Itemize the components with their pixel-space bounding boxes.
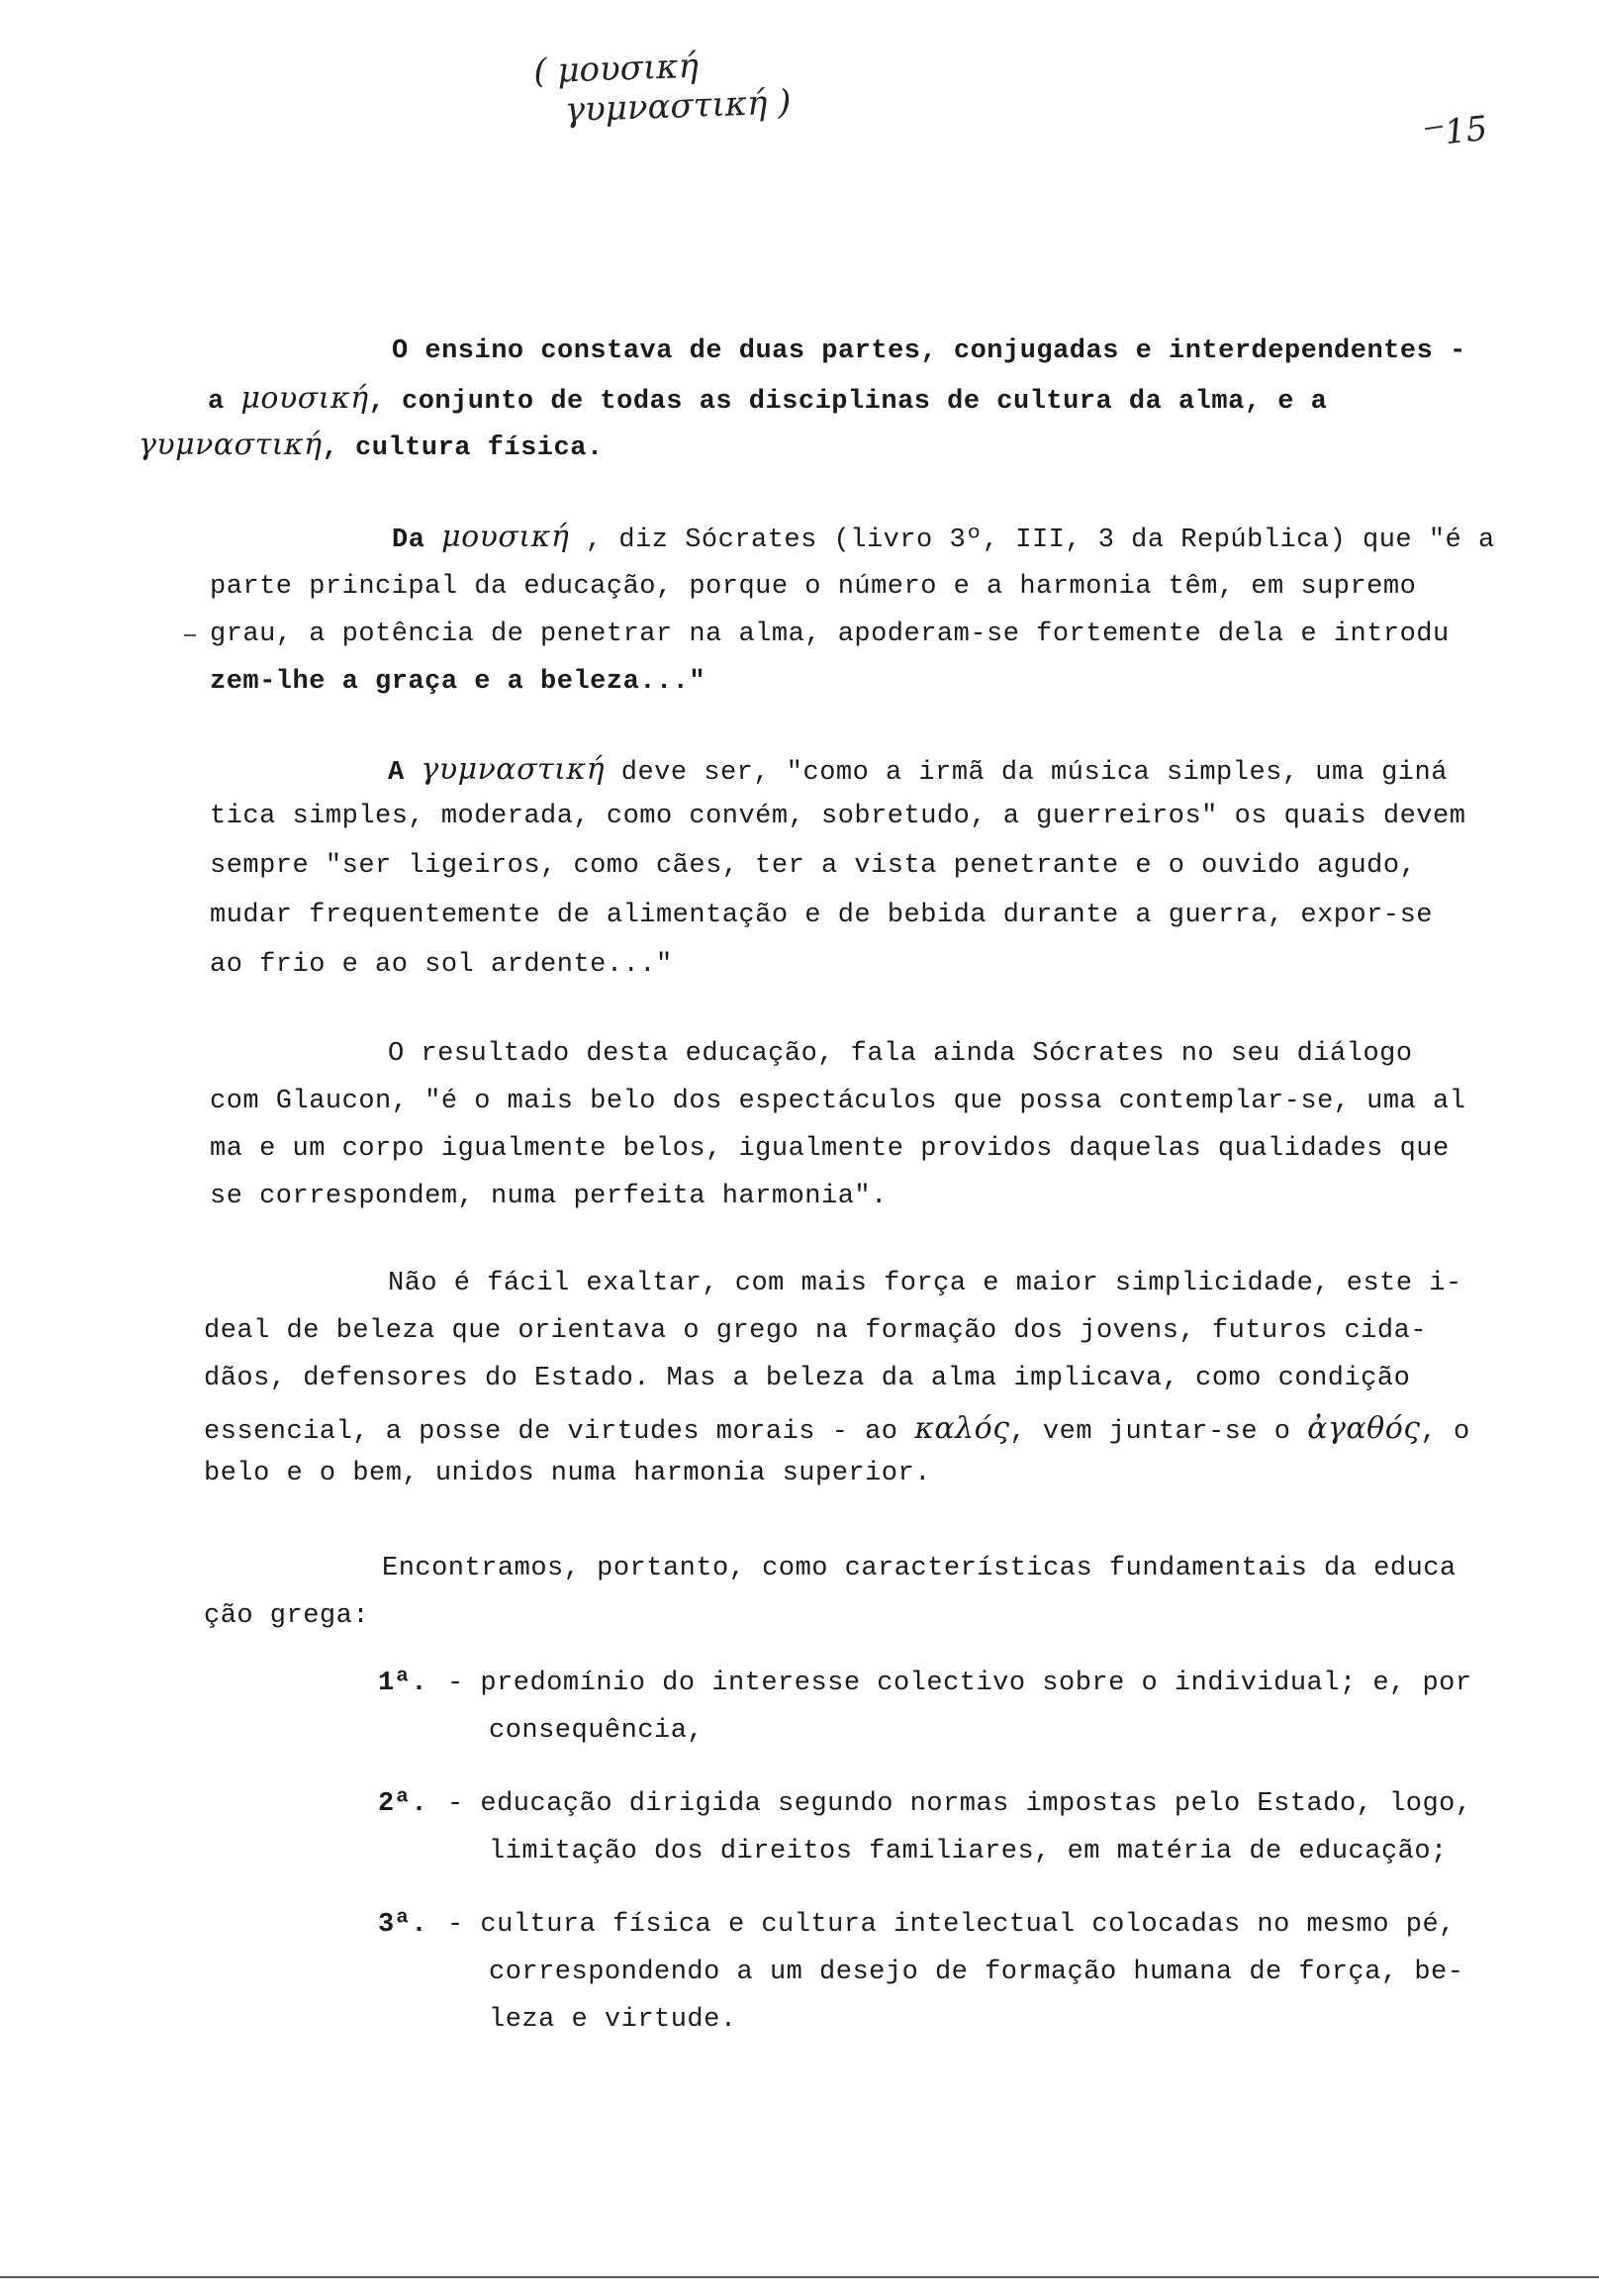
greek-mousike: μουσική [240,381,369,416]
p3-line-2: tica simples, moderada, como convém, sobretudo, a guerreiros" os quais devem [210,802,1466,831]
list-item-3-num: 3ª. [378,1910,428,1940]
list-item-1-line-1: - predomínio do interesse colectivo sobre o individual; e, por [447,1669,1472,1698]
p1-line-1: O ensino constava de duas partes, conjugadas e interdependentes - [392,336,1466,366]
p3-line-3: sempre "ser ligeiros, como cães, ter a vista penetrante e o ouvido agudo, [210,851,1417,881]
p5-line-4: essencial, a posse de virtudes morais - ao καλός, vem juntar-se o ἀγαθός, o [204,1411,1470,1447]
list-item-2-num: 2ª. [378,1789,428,1819]
p3-line-5: ao frio e ao sol ardente..." [210,950,673,980]
p2-line-4: zem-lhe a graça e a beleza..." [210,667,706,697]
p6-line-1: Encontramos, portanto, como características fundamentais da educa [382,1554,1457,1583]
annotation-line-2: γυμναστική ) [564,82,793,131]
greek-agathos: ἀγαθός [1307,1411,1421,1446]
p4-line-2: com Glaucon, "é o mais belo dos espectáculos que possa contemplar-se, uma al [210,1087,1466,1116]
greek-gymnastike-2: γυμναστική [421,752,606,787]
page-number: 15 [1443,108,1490,153]
p5-line-1: Não é fácil exaltar, com mais força e maior simplicidade, este i- [388,1269,1462,1298]
p3-line-4: mudar frequentemente de alimentação e de bebida durante a guerra, expor-se [210,901,1433,930]
list-item-3-line-1: - cultura física e cultura intelectual colocadas no mesmo pé, [447,1910,1456,1940]
p5-line-5: belo e o bem, unidos numa harmonia superior. [204,1459,931,1488]
p3-line-1: A γυμναστική deve ser, "como a irmã da música simples, uma giná [388,752,1448,788]
list-item-2-line-2: limitação dos direitos familiares, em matéria de educação; [489,1837,1448,1866]
list-item-1-num: 1ª. [378,1669,428,1698]
p5-line-2: deal de beleza que orientava o grego na formação dos jovens, futuros cida- [204,1316,1427,1346]
annotation-line-1: ( μουσική [532,46,700,92]
list-item-2-line-1: - educação dirigida segundo normas impostas pelo Estado, logo, [447,1789,1472,1819]
p4-line-1: O resultado desta educação, fala ainda Sócrates no seu diálogo [388,1039,1413,1069]
p2-line-1: Da μουσική , diz Sócrates (livro 3º, III, 3 da República) que "é a [392,520,1495,555]
p2-line-3: grau, a potência de penetrar na alma, apoderam-se fortemente dela e introdu [210,620,1450,649]
bottom-edge-rule [0,2276,1599,2278]
p1-line-2: a μουσική, conjunto de todas as disciplinas de cultura da alma, e a [208,381,1328,417]
page-number-dash [1425,126,1443,130]
greek-kalos: καλός [914,1411,1010,1446]
handwritten-annotation [533,44,792,132]
p4-line-4: se correspondem, numa perfeita harmonia". [210,1182,888,1211]
list-item-3-line-2: correspondendo a um desejo de formação humana de força, be- [489,1958,1464,1987]
margin-dash [184,634,196,636]
list-item-1-line-2: consequência, [489,1716,705,1746]
list-item-3-line-3: leza e virtude. [489,2005,737,2035]
p6-line-2: ção grega: [204,1601,370,1631]
p5-line-3: dãos, defensores do Estado. Mas a beleza da alma implicava, como condição [204,1364,1411,1393]
p2-line-2: parte principal da educação, porque o número e a harmonia têm, em supremo [210,572,1417,602]
greek-mousike-2: μουσική [441,520,570,554]
greek-gymnastike: γυμναστική [139,428,323,462]
p4-line-3: ma e um corpo igualmente belos, igualmente providos daquelas qualidades que [210,1134,1450,1164]
p1-line-3: γυμναστική, cultura física. [139,428,604,463]
